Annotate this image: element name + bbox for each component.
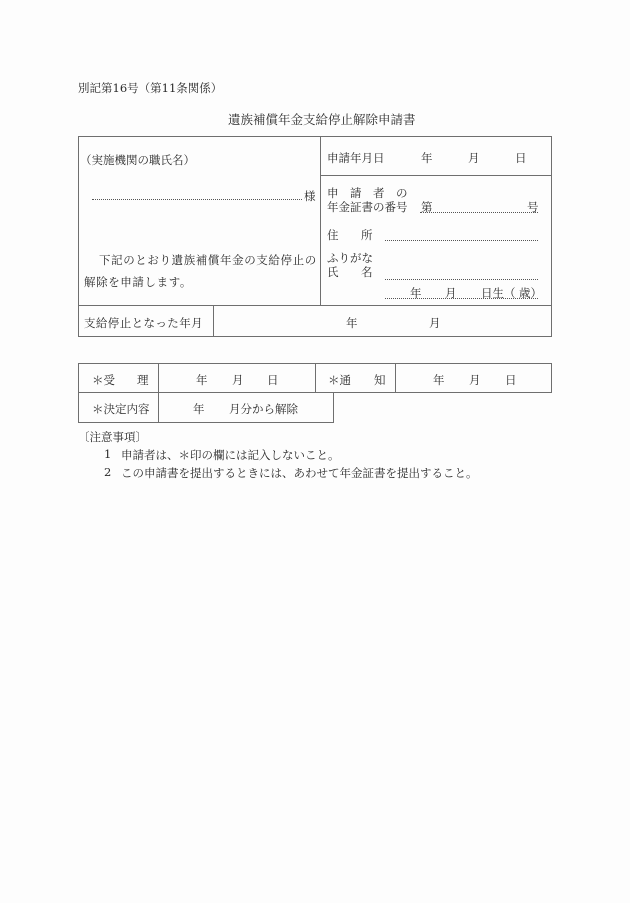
request-text-line2: 解除を申請します。 <box>84 275 192 289</box>
notice-year[interactable]: 年 <box>433 373 445 387</box>
notice-day[interactable]: 日 <box>505 373 517 387</box>
notice-label-a: ＊通 <box>328 373 351 387</box>
note-item-2-text: この申請書を提出するときには、あわせて年金証書を提出すること。 <box>121 466 478 480</box>
receipt-label-a: ＊受 <box>92 373 115 387</box>
certificate-label-line1: 申 請 者 の <box>327 186 408 200</box>
note-item-1-num: 1 <box>104 447 112 461</box>
note-item-1-text: 申請者は、＊印の欄には記入しないこと。 <box>121 448 340 462</box>
notice-label-b: 知 <box>374 373 386 387</box>
suspension-year[interactable]: 年 <box>346 316 358 330</box>
application-date-label: 申請年月日 <box>327 151 385 165</box>
decision-rest: 月分から解除 <box>229 402 298 416</box>
age[interactable]: 歳） <box>519 286 542 300</box>
note-item-2-num: 2 <box>104 465 112 479</box>
receipt-month[interactable]: 月 <box>232 373 244 387</box>
receipt-year[interactable]: 年 <box>196 373 208 387</box>
certificate-number-field[interactable] <box>420 212 538 213</box>
name-field[interactable] <box>385 279 538 280</box>
receipt-day[interactable]: 日 <box>267 373 279 387</box>
request-text-line1: 下記のとおり遺族補償年金の支給停止の <box>99 253 317 267</box>
application-date-day[interactable]: 日 <box>515 151 527 165</box>
decision-year[interactable]: 年 <box>193 402 205 416</box>
name-label-a: 氏 <box>327 265 339 279</box>
address-field[interactable] <box>385 240 538 241</box>
birth-field <box>385 298 538 299</box>
decision-label: ＊決定内容 <box>92 402 150 416</box>
application-date-month[interactable]: 月 <box>468 151 480 165</box>
recipient-field[interactable] <box>92 199 302 200</box>
address-label-a: 住 <box>327 228 339 242</box>
suspension-label: 支給停止となった年月 <box>84 316 203 330</box>
address-label-b: 所 <box>361 228 373 242</box>
recipient-label: （実施機関の職氏名） <box>80 153 195 167</box>
receipt-label-b: 理 <box>137 373 149 387</box>
honorific: 様 <box>304 189 316 203</box>
birth-day[interactable]: 日生（ <box>481 286 516 300</box>
birth-month[interactable]: 月 <box>445 286 457 300</box>
application-date-year[interactable]: 年 <box>421 151 433 165</box>
name-label-b: 名 <box>361 265 373 279</box>
certificate-label-line2: 年金証書の番号 <box>327 200 408 214</box>
suspension-month[interactable]: 月 <box>429 316 441 330</box>
birth-year[interactable]: 年 <box>410 286 422 300</box>
certificate-prefix: 第 <box>421 200 433 214</box>
form-number: 別記第16号（第11条関係） <box>78 81 223 95</box>
certificate-suffix: 号 <box>527 200 539 214</box>
notice-month[interactable]: 月 <box>469 373 481 387</box>
furigana-label: ふりがな <box>327 251 373 265</box>
notes-heading: 〔注意事項〕 <box>78 430 147 444</box>
form-title: 遺族補償年金支給停止解除申請書 <box>228 112 416 127</box>
